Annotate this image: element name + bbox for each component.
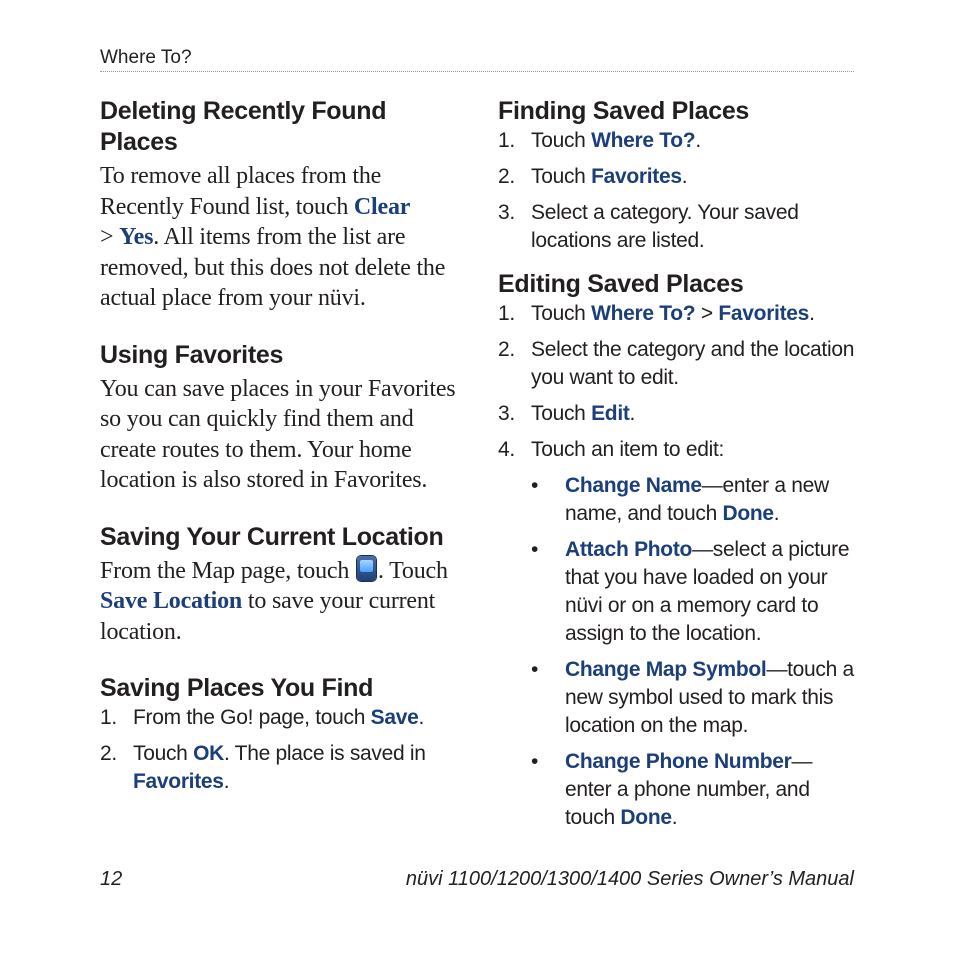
section-using-favorites: [100, 340, 460, 496]
section-body: You can save places in your Favorites so you can quickly find them and create routes to them. Your home location is also stored in Favorites.: [100, 375, 456, 493]
header-rule: [100, 71, 854, 72]
keyword-change-map-symbol: Change Map Symbol: [565, 658, 767, 681]
list-item: 1. From the Go! page, touch Save.: [100, 706, 425, 729]
list-item: • Change Phone Number— enter a phone number, and touch Done.: [531, 750, 813, 829]
bullet-icon: •: [531, 750, 539, 773]
keyword-favorites: Favorites: [133, 770, 224, 793]
keyword-change-phone-number: Change Phone Number: [565, 750, 792, 773]
keyword-save: Save: [370, 706, 419, 729]
list-item: 2. Touch Favorites.: [498, 165, 688, 188]
vehicle-location-icon: [357, 556, 376, 581]
keyword-favorites: Favorites: [591, 165, 682, 188]
section-body: To remove all places from the Recently Found list, touch Clear > Yes. All items from the list are removed, but this does not delete the actual place from your nüvi.: [100, 163, 446, 311]
list-item: 2. Touch OK. The place is saved in Favorites.: [100, 742, 426, 793]
keyword-save-location: Save Location: [100, 588, 243, 614]
list-item: 2. Select the category and the location you want to edit.: [498, 338, 855, 389]
section-title: Saving Places You Find: [100, 674, 374, 702]
keyword-change-name: Change Name: [565, 474, 702, 497]
section-finding-saved-places: [498, 96, 858, 255]
right-column: [498, 96, 858, 832]
running-header: Where To?: [100, 47, 192, 68]
keyword-attach-photo: Attach Photo: [565, 538, 693, 561]
section-editing-saved-places: [498, 269, 858, 832]
bullet-icon: •: [531, 658, 539, 681]
bullet-icon: •: [531, 474, 539, 497]
list-item: • Change Name—enter a new name, and touch Done.: [531, 474, 829, 525]
page-number: 12: [100, 868, 123, 890]
section-title: Using Favorites: [100, 340, 284, 369]
list-item: 3. Touch Edit.: [498, 402, 636, 425]
section-body: From the Map page, touch . Touch Save Location to save your current location.: [100, 557, 448, 645]
list-item: • Change Map Symbol—touch a new symbol used to mark this location on the map.: [531, 658, 854, 737]
keyword-edit: Edit: [591, 402, 630, 425]
list-item: 1. Touch Where To? > Favorites.: [498, 302, 815, 325]
list-item: 4. Touch an item to edit:: [498, 438, 725, 461]
manual-title: nüvi 1100/1200/1300/1400 Series Owner’s Manual: [405, 868, 854, 890]
list-item: 3. Select a category. Your saved locations are listed.: [498, 201, 799, 252]
section-title: Saving Your Current Location: [100, 522, 444, 551]
list-item: • Attach Photo—select a picture that you have loaded on your nüvi or on a memory card to assign to the location.: [531, 538, 850, 645]
keyword-done: Done: [620, 806, 672, 829]
edit-options-list: [498, 472, 858, 832]
steps-list: [498, 300, 858, 464]
keyword-clear: Clear: [353, 193, 411, 220]
steps-list: [100, 704, 460, 796]
section-deleting-recently-found: [100, 96, 460, 314]
keyword-favorites: Favorites: [718, 302, 810, 325]
steps-list: [498, 127, 858, 255]
keyword-ok: OK: [193, 742, 224, 765]
section-saving-current-location: [100, 522, 460, 648]
keyword-where-to: Where To?: [591, 129, 696, 152]
left-column: [100, 96, 460, 796]
section-saving-places-you-find: [100, 673, 460, 796]
section-title: Deleting Recently Found Places: [100, 97, 387, 156]
section-title: Editing Saved Places: [498, 270, 744, 298]
section-title: Finding Saved Places: [498, 97, 750, 125]
bullet-icon: •: [531, 538, 539, 561]
keyword-yes: Yes: [119, 224, 154, 250]
keyword-where-to: Where To?: [591, 302, 696, 325]
keyword-done: Done: [722, 502, 774, 525]
list-item: 1. Touch Where To?.: [498, 129, 701, 152]
